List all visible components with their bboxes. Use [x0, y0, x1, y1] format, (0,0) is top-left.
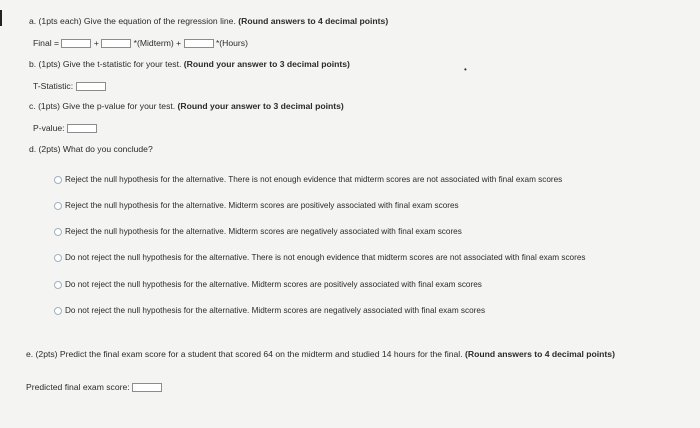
t-statistic-input[interactable] [76, 82, 106, 91]
question-c-instruction: (Round your answer to 3 decimal points) [177, 101, 344, 111]
t-statistic-label: T-Statistic: [33, 81, 74, 91]
conclusion-option-5[interactable] [54, 280, 482, 290]
conclusion-option-3-label: Reject the null hypothesis for the alternative. Midterm scores are negatively associated with final exam scores [65, 227, 462, 236]
question-e-label: e. (2pts) Predict the final exam score for a student that scored 64 on the midterm and studied 14 hours for the final. [26, 349, 463, 359]
window-edge-marker [0, 10, 2, 26]
intercept-input[interactable] [61, 39, 91, 48]
regression-equation-row [33, 38, 248, 48]
predicted-score-label: Predicted final exam score: [26, 382, 130, 392]
radio-button-icon[interactable] [54, 202, 62, 210]
predicted-score-input[interactable] [132, 383, 162, 392]
conclusion-option-5-label: Do not reject the null hypothesis for the alternative. Midterm scores are positively associated with final exam scores [65, 280, 482, 289]
radio-button-icon[interactable] [54, 176, 62, 184]
question-a-instruction: (Round answers to 4 decimal points) [238, 16, 389, 26]
radio-button-icon[interactable] [54, 281, 62, 289]
question-d-label: d. (2pts) What do you conclude? [29, 144, 153, 154]
conclusion-option-4[interactable] [54, 253, 599, 263]
p-value-row [33, 123, 97, 133]
conclusion-option-2-label: Reject the null hypothesis for the alternative. Midterm scores are positively associated with final exam scores [65, 201, 459, 210]
conclusion-option-4-label: Do not reject the null hypothesis for the alternative. There is not enough evidence that midterm scores are not associated with final exam scores [65, 253, 586, 262]
midterm-term-label: *(Midterm) + [133, 38, 182, 48]
question-c-label: c. (1pts) Give the p-value for your test. [29, 101, 176, 111]
p-value-input[interactable] [67, 124, 97, 133]
question-e-instruction: (Round answers to 4 decimal points) [465, 349, 615, 359]
question-c [29, 101, 344, 111]
question-a [29, 16, 388, 26]
question-e [26, 349, 616, 360]
conclusion-option-6-label: Do not reject the null hypothesis for the alternative. Midterm scores are negatively associated with final exam scores [65, 306, 486, 315]
radio-button-icon[interactable] [54, 307, 62, 315]
question-b [29, 59, 350, 69]
conclusion-option-1-label: Reject the null hypothesis for the alternative. There is not enough evidence that midterm scores are not associated with final exam scores [65, 175, 563, 184]
cursor-dot-icon: • [464, 65, 467, 74]
radio-button-icon[interactable] [54, 254, 62, 262]
question-a-label: a. (1pts each) Give the equation of the regression line. [29, 16, 236, 26]
hours-coefficient-input[interactable] [184, 39, 214, 48]
t-statistic-row [33, 81, 106, 91]
midterm-coefficient-input[interactable] [101, 39, 131, 48]
question-d [29, 144, 153, 154]
conclusion-option-6[interactable] [54, 306, 485, 316]
radio-button-icon[interactable] [54, 228, 62, 236]
question-b-instruction: (Round your answer to 3 decimal points) [183, 59, 350, 69]
plus-sign: + [93, 38, 99, 48]
conclusion-option-2[interactable] [54, 201, 459, 211]
conclusion-option-3[interactable] [54, 227, 462, 237]
final-prefix: Final = [33, 38, 60, 48]
question-b-label: b. (1pts) Give the t-statistic for your test. [29, 59, 182, 69]
p-value-label: P-value: [33, 123, 65, 133]
predicted-score-row [26, 382, 162, 392]
hours-term-label: *(Hours) [215, 38, 248, 48]
conclusion-option-1[interactable] [54, 175, 599, 185]
